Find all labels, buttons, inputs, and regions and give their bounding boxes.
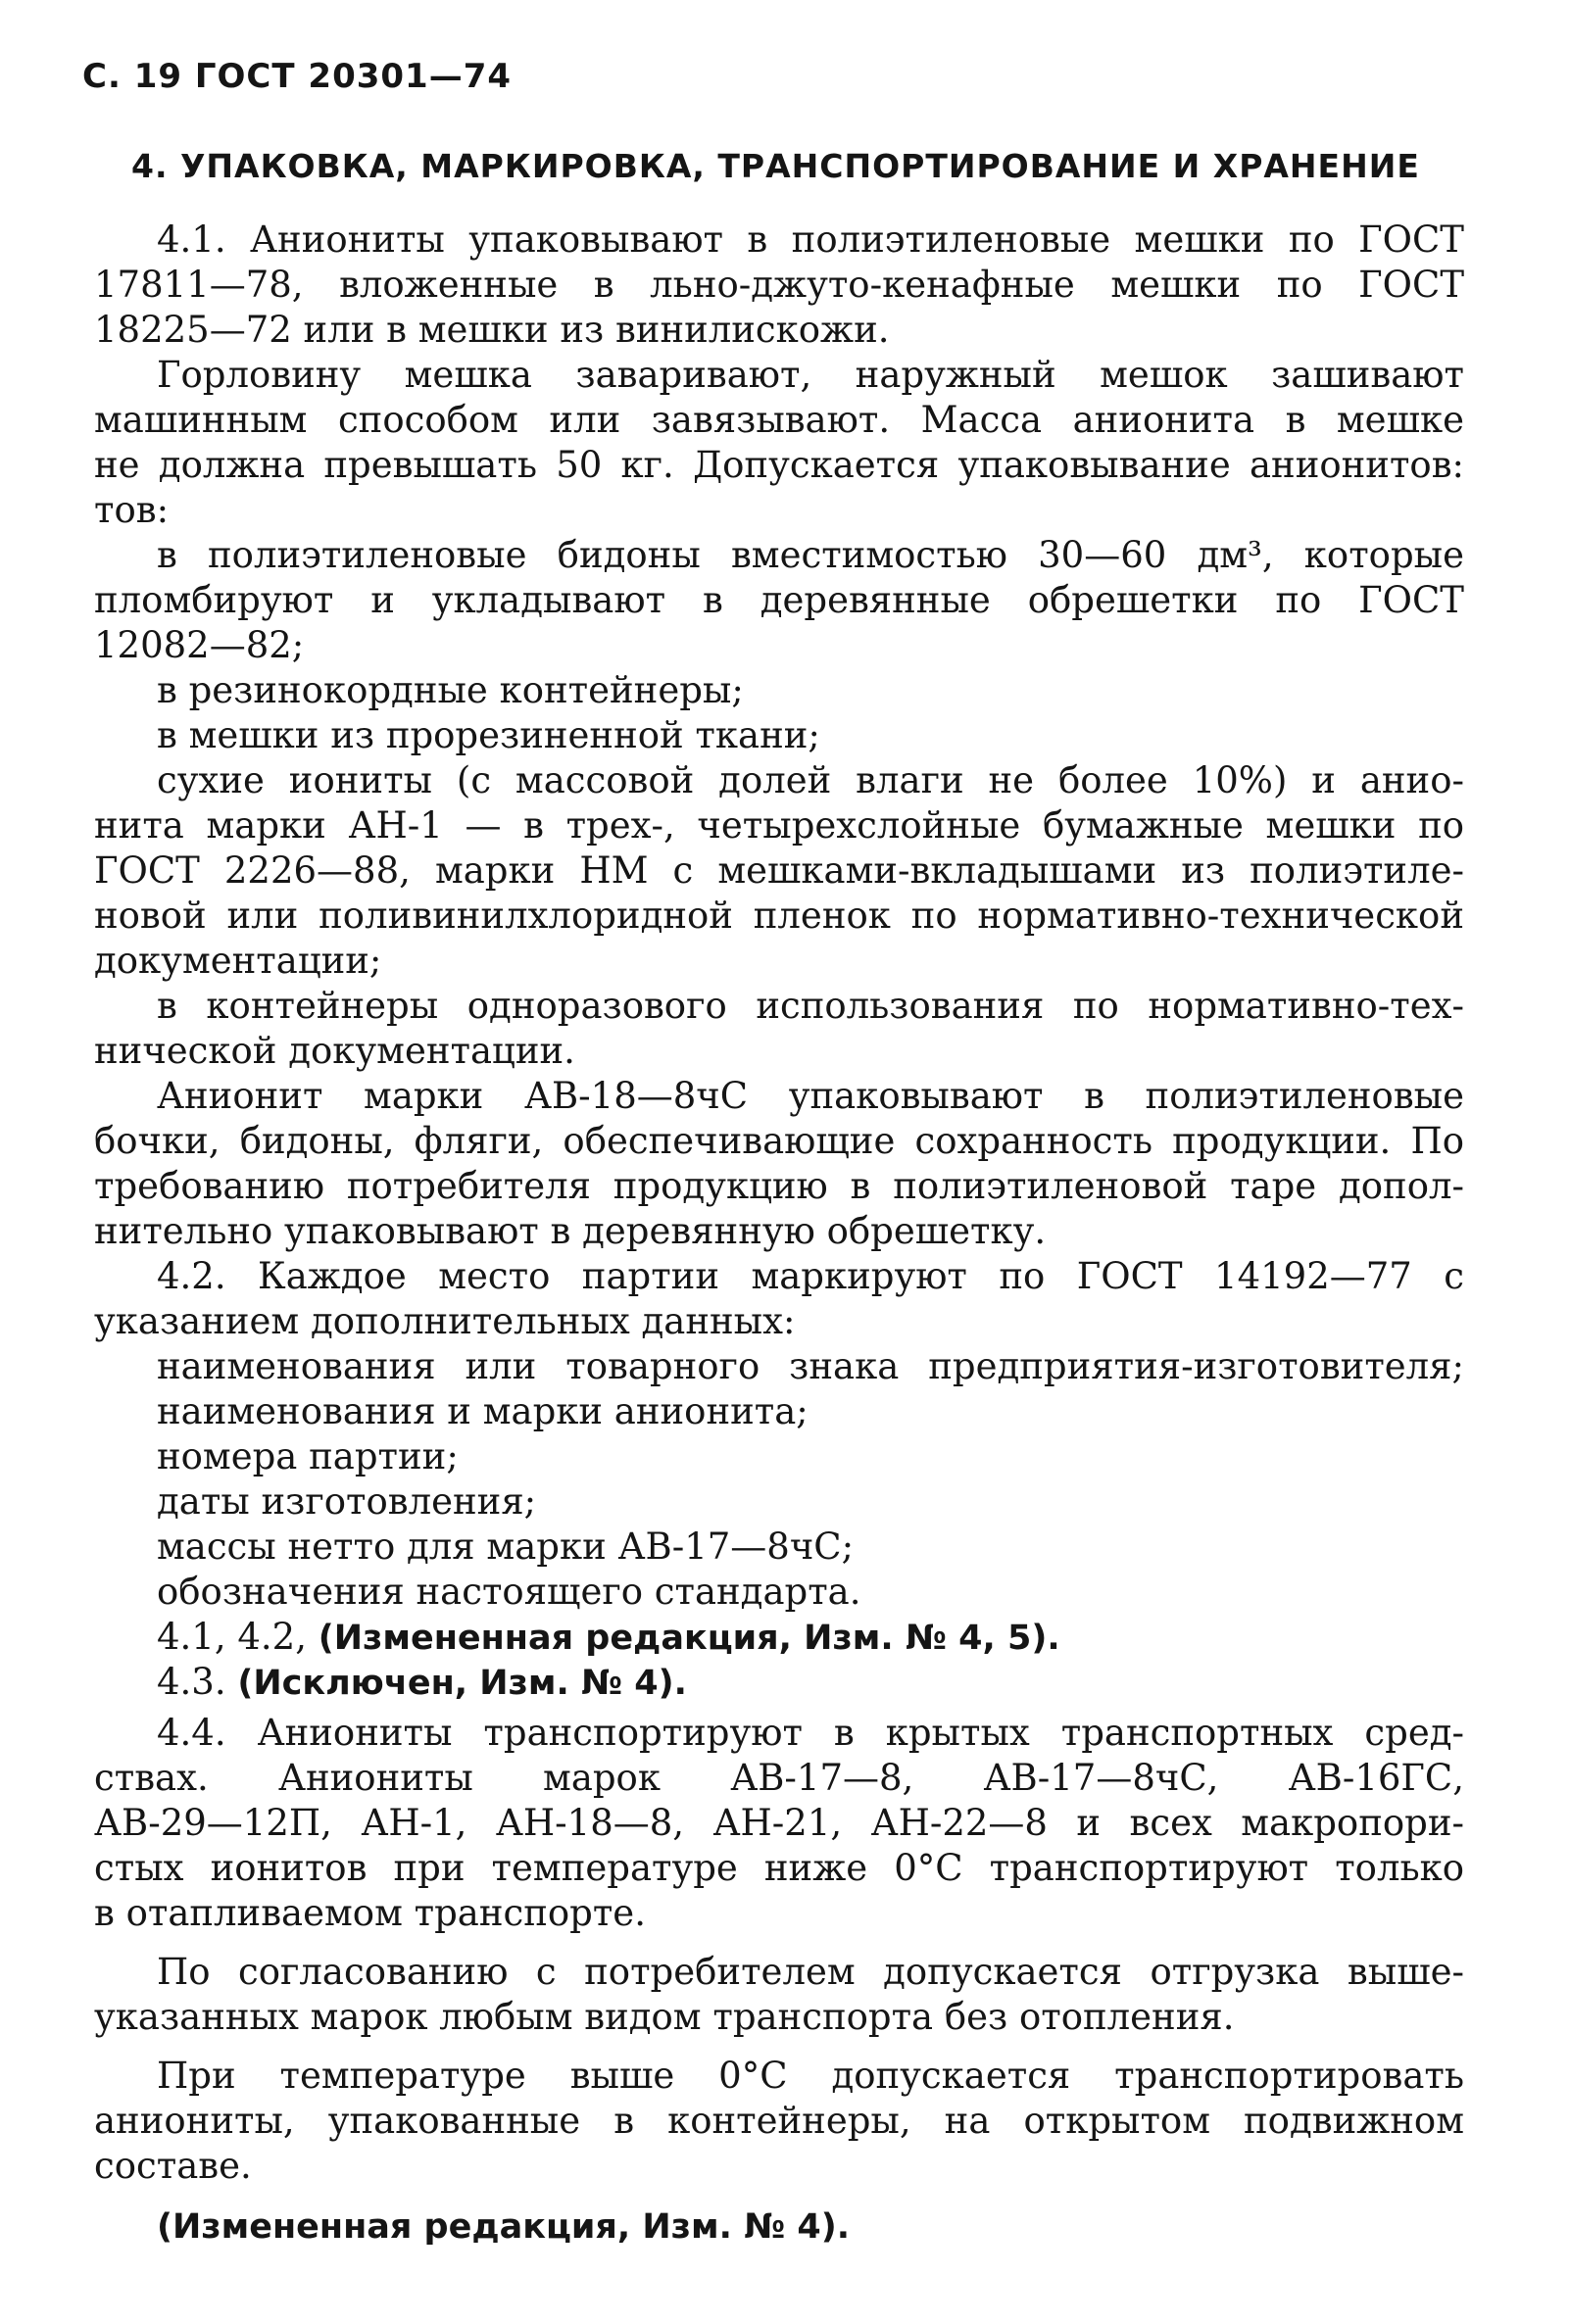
text-line: массы нетто для марки АВ-17—8чС; xyxy=(157,1525,855,1568)
text-line: указанных марок любым видом транспорта без отопления. xyxy=(94,1996,1235,2038)
text-line: наименования или товарного знака предприятия-изготовителя; xyxy=(157,1345,1464,1387)
text-line: При температуре выше 0°С допускается транспортировать xyxy=(157,2055,1464,2097)
text-line: даты изготовления; xyxy=(157,1480,537,1523)
text-line: машинным способом или завязывают. Масса анионита в мешке xyxy=(94,399,1464,441)
excluded-line xyxy=(157,1660,687,1706)
section-heading: 4. УПАКОВКА, МАРКИРОВКА, ТРАНСПОРТИРОВАНИЕ И ХРАНЕНИЕ xyxy=(131,147,1420,185)
text-line: в отапливаемом транспорте. xyxy=(94,1892,646,1934)
text-line: нита марки АН-1 — в трех-, четырехслойные бумажные мешки по xyxy=(94,804,1464,847)
final-amendment-note: (Измененная редакция, Изм. № 4). xyxy=(157,2207,851,2247)
text-line: Анионит марки АВ-18—8чС упаковывают в полиэтиленовые xyxy=(157,1075,1464,1117)
text-line: новой или поливинилхлоридной пленок по нормативно-технической xyxy=(94,895,1464,937)
clause-refs: 4.1, 4.2, xyxy=(157,1616,319,1658)
text-line: тов: xyxy=(94,489,170,531)
text-line: требованию потребителя продукцию в полиэтиленовой таре допол- xyxy=(94,1165,1464,1207)
text-line: сухие иониты (с массовой долей влаги не более 10%) и анио- xyxy=(157,759,1464,801)
text-line: в полиэтиленовые бидоны вместимостью 30—60 дм³, которые xyxy=(157,534,1464,576)
text-line: нительно упаковывают в деревянную обрешетку. xyxy=(94,1210,1047,1252)
text-line: в мешки из прорезиненной ткани; xyxy=(157,714,820,756)
text-line: наименования и марки анионита; xyxy=(157,1390,809,1432)
text-line: 12082—82; xyxy=(94,624,305,666)
text-line: АВ-29—12П, АН-1, АН-18—8, АН-21, АН-22—8 и всех макропори- xyxy=(94,1802,1464,1844)
text-line: номера партии; xyxy=(157,1435,459,1477)
text-line: стых ионитов при температуре ниже 0°С транспортируют только xyxy=(94,1847,1464,1889)
amendment-line xyxy=(157,1615,1060,1661)
text-line: По согласованию с потребителем допускается отгрузка выше- xyxy=(157,1951,1464,1993)
text-line: в резинокордные контейнеры; xyxy=(157,669,744,711)
text-line: пломбируют и укладывают в деревянные обрешетки по ГОСТ xyxy=(94,579,1464,621)
text-line: документации; xyxy=(94,940,382,982)
text-line: указанием дополнительных данных: xyxy=(94,1300,796,1342)
amendment-note: (Измененная редакция, Изм. № 4, 5). xyxy=(318,1619,1060,1658)
text-line: обозначения настоящего стандарта. xyxy=(157,1571,861,1613)
text-line: ствах. Аниониты марок АВ-17—8, АВ-17—8чС, АВ-16ГС, xyxy=(94,1757,1464,1799)
page-header: С. 19 ГОСТ 20301—74 xyxy=(82,57,513,96)
text-line: 18225—72 или в мешки из винилискожи. xyxy=(94,309,890,351)
text-line: 4.2. Каждое место партии маркируют по ГОСТ 14192—77 с xyxy=(157,1255,1464,1297)
text-line: составе. xyxy=(94,2145,252,2187)
text-line: бочки, бидоны, фляги, обеспечивающие сохранность продукции. По xyxy=(94,1120,1464,1162)
text-line: не должна превышать 50 кг. Допускается упаковывание анионитов: xyxy=(94,444,1464,486)
text-line: аниониты, упакованные в контейнеры, на открытом подвижном xyxy=(94,2100,1464,2142)
text-line: 17811—78, вложенные в льно-джуто-кенафные мешки по ГОСТ xyxy=(94,264,1464,306)
text-line: в контейнеры одноразового использования по нормативно-тех- xyxy=(157,985,1464,1027)
text-line: 4.1. Аниониты упаковывают в полиэтиленовые мешки по ГОСТ xyxy=(157,218,1464,261)
excluded-note: (Исключен, Изм. № 4). xyxy=(237,1664,687,1703)
clause-ref: 4.3. xyxy=(157,1661,238,1703)
text-line: ГОСТ 2226—88, марки НМ с мешками-вкладышами из полиэтиле- xyxy=(94,849,1464,892)
text-line: нической документации. xyxy=(94,1030,575,1072)
text-line: Горловину мешка заваривают, наружный мешок зашивают xyxy=(157,354,1464,396)
text-line: 4.4. Аниониты транспортируют в крытых транспортных сред- xyxy=(157,1712,1464,1754)
